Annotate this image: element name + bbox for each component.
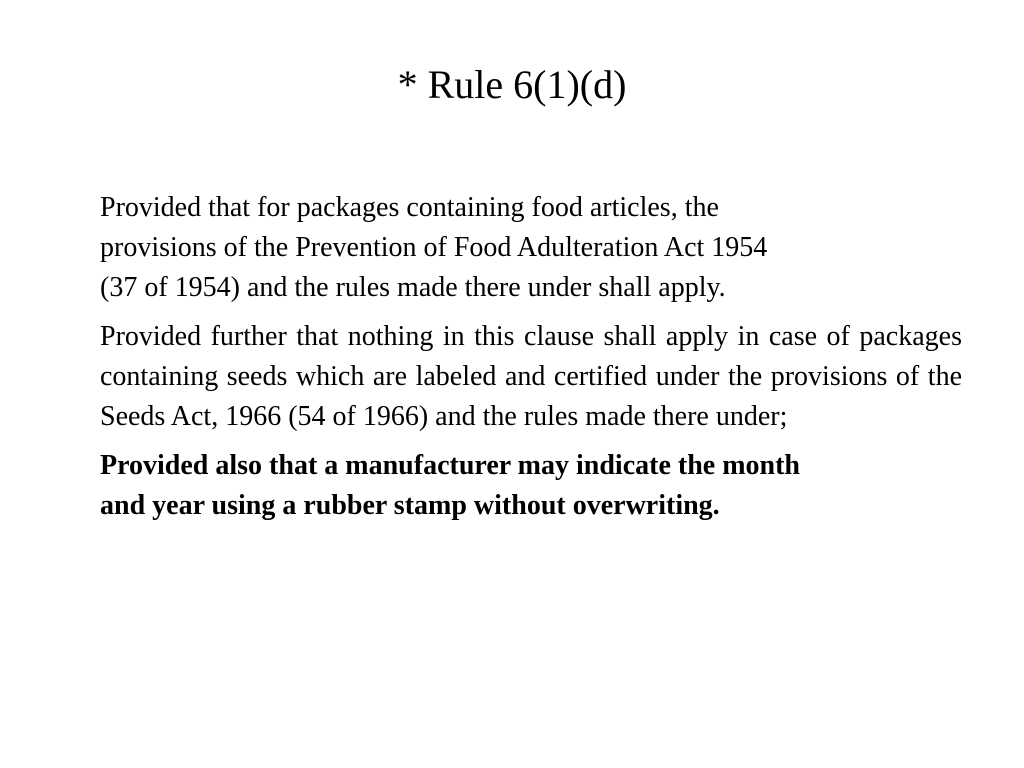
slide-title: * Rule 6(1)(d): [397, 62, 627, 107]
paragraph-line: provisions of the Prevention of Food Adulteration Act 1954: [100, 232, 768, 263]
paragraph-line: and year using a rubber stamp without overwriting.: [100, 490, 720, 521]
paragraph-line: Provided also that a manufacturer may indicate the month: [100, 450, 800, 481]
paragraph-seeds: Provided further that nothing in this clause shall apply in case of packages containing seeds which are labeled and certified under the provisions of the Seeds Act, 1966 (54 of 1966) and the rules made there under;: [100, 321, 962, 432]
paragraph-food-articles: [100, 188, 962, 308]
paragraph-line: Provided that for packages containing food articles, the: [100, 192, 719, 223]
paragraph-line: (37 of 1954) and the rules made there under shall apply.: [100, 272, 726, 303]
slide-body: [100, 188, 962, 535]
paragraph-rubber-stamp: [100, 446, 962, 526]
